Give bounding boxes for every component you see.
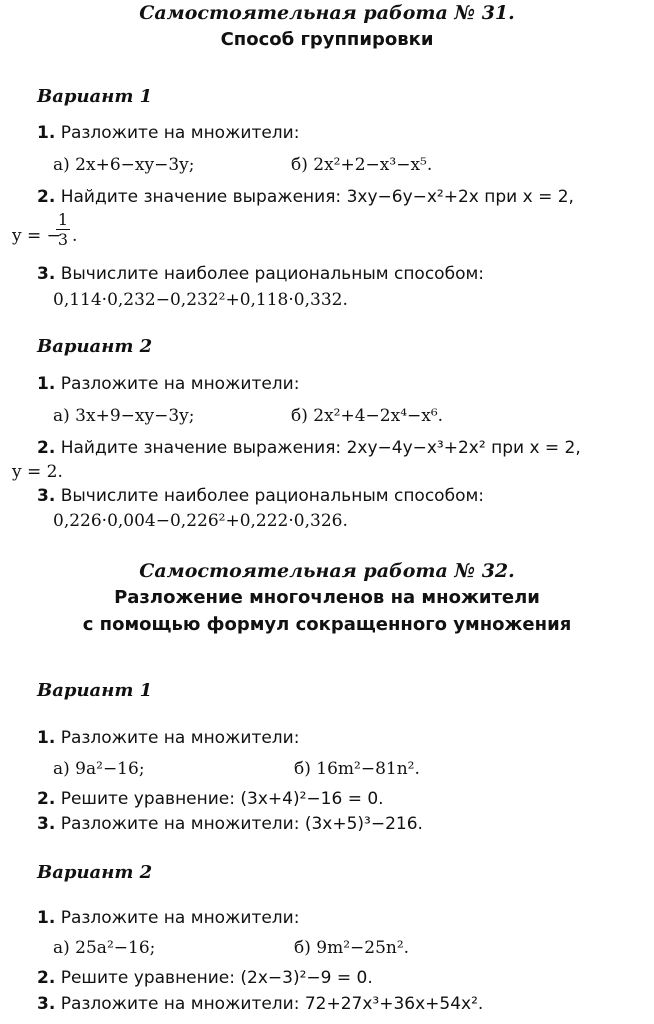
section-31-subtitle: Способ группировки: [220, 29, 434, 50]
task-text: Разложите на множители: 72+27x³+36x+54x².: [60, 994, 484, 1014]
s31-v2-task-1: [37, 373, 299, 395]
s32-v1-task-1b: б) 16m²−81n².: [294, 759, 420, 779]
section-32-subtitle-line-1: Разложение многочленов на множители: [114, 587, 540, 608]
s32-v1-task-2: [37, 788, 384, 810]
task-number: 1.: [37, 123, 56, 143]
task-number: 3.: [37, 486, 56, 506]
task-number: 2.: [37, 789, 56, 809]
section-31-variant-1-label: Вариант 1: [37, 86, 153, 107]
fraction-one-third: [56, 210, 70, 249]
s32-v2-task-1a: а) 25a²−16;: [53, 938, 156, 958]
section-31-title: Самостоятельная работа № 31.: [139, 2, 515, 24]
s32-v2-task-1b: б) 9m²−25n².: [294, 938, 410, 958]
s32-v2-task-1: [37, 907, 299, 929]
task-text: Решите уравнение: (3x+4)²−16 = 0.: [60, 789, 384, 809]
s31-v1-task-2: [37, 186, 574, 208]
task-text: Разложите на множители:: [60, 374, 300, 394]
s31-v1-task-1a: а) 2x+6−xy−3y;: [53, 155, 195, 175]
task-number: 1.: [37, 908, 56, 928]
task-number: 1.: [37, 374, 56, 394]
fraction-denominator: 3: [57, 230, 69, 249]
task-text: Разложите на множители:: [60, 728, 300, 748]
s31-v1-task-3: [37, 263, 484, 285]
task-number: 2.: [37, 968, 56, 988]
section-32-variant-2-label: Вариант 2: [37, 862, 153, 883]
section-32-title: Самостоятельная работа № 32.: [139, 560, 515, 582]
s31-v1-task-2-end: .: [72, 226, 78, 246]
task-text: Найдите значение выражения: 3xy−6y−x²+2x при x = 2,: [60, 187, 574, 207]
s31-v1-task-3-expression: 0,114·0,232−0,232²+0,118·0,332.: [53, 290, 348, 310]
s31-v2-task-1a: а) 3x+9−xy−3y;: [53, 406, 195, 426]
s31-v2-task-3: [37, 485, 484, 507]
fraction-numerator: 1: [57, 210, 69, 229]
task-number: 2.: [37, 438, 56, 458]
task-number: 2.: [37, 187, 56, 207]
task-text: Найдите значение выражения: 2xy−4y−x³+2x² при x = 2,: [60, 438, 581, 458]
s31-v2-task-2-continuation: y = 2.: [12, 462, 63, 482]
s31-v2-task-3-expression: 0,226·0,004−0,226²+0,222·0,326.: [53, 511, 348, 531]
s32-v1-task-3: [37, 813, 423, 835]
task-text: Вычислите наиболее рациональным способом:: [60, 486, 485, 506]
task-text: Разложите на множители:: [60, 123, 300, 143]
s31-v1-task-2-continuation: y = −: [12, 226, 61, 246]
task-text: Вычислите наиболее рациональным способом:: [60, 264, 485, 284]
task-number: 3.: [37, 264, 56, 284]
task-number: 3.: [37, 994, 56, 1014]
section-32-variant-1-label: Вариант 1: [37, 680, 153, 701]
s32-v2-task-3: [37, 993, 483, 1015]
s31-v2-task-2: [37, 437, 581, 459]
s31-v1-task-1: [37, 122, 299, 144]
s32-v2-task-2: [37, 967, 373, 989]
section-31-variant-2-label: Вариант 2: [37, 336, 153, 357]
s31-v2-task-1b: б) 2x²+4−2x⁴−x⁶.: [291, 406, 444, 426]
task-text: Разложите на множители: (3x+5)³−216.: [60, 814, 423, 834]
task-text: Разложите на множители:: [60, 908, 300, 928]
task-number: 3.: [37, 814, 56, 834]
task-number: 1.: [37, 728, 56, 748]
s31-v1-task-1b: б) 2x²+2−x³−x⁵.: [291, 155, 433, 175]
s32-v1-task-1a: а) 9a²−16;: [53, 759, 145, 779]
s32-v1-task-1: [37, 727, 299, 749]
task-text: Решите уравнение: (2x−3)²−9 = 0.: [60, 968, 373, 988]
section-32-subtitle-line-2: с помощью формул сокращенного умножения: [82, 614, 572, 635]
